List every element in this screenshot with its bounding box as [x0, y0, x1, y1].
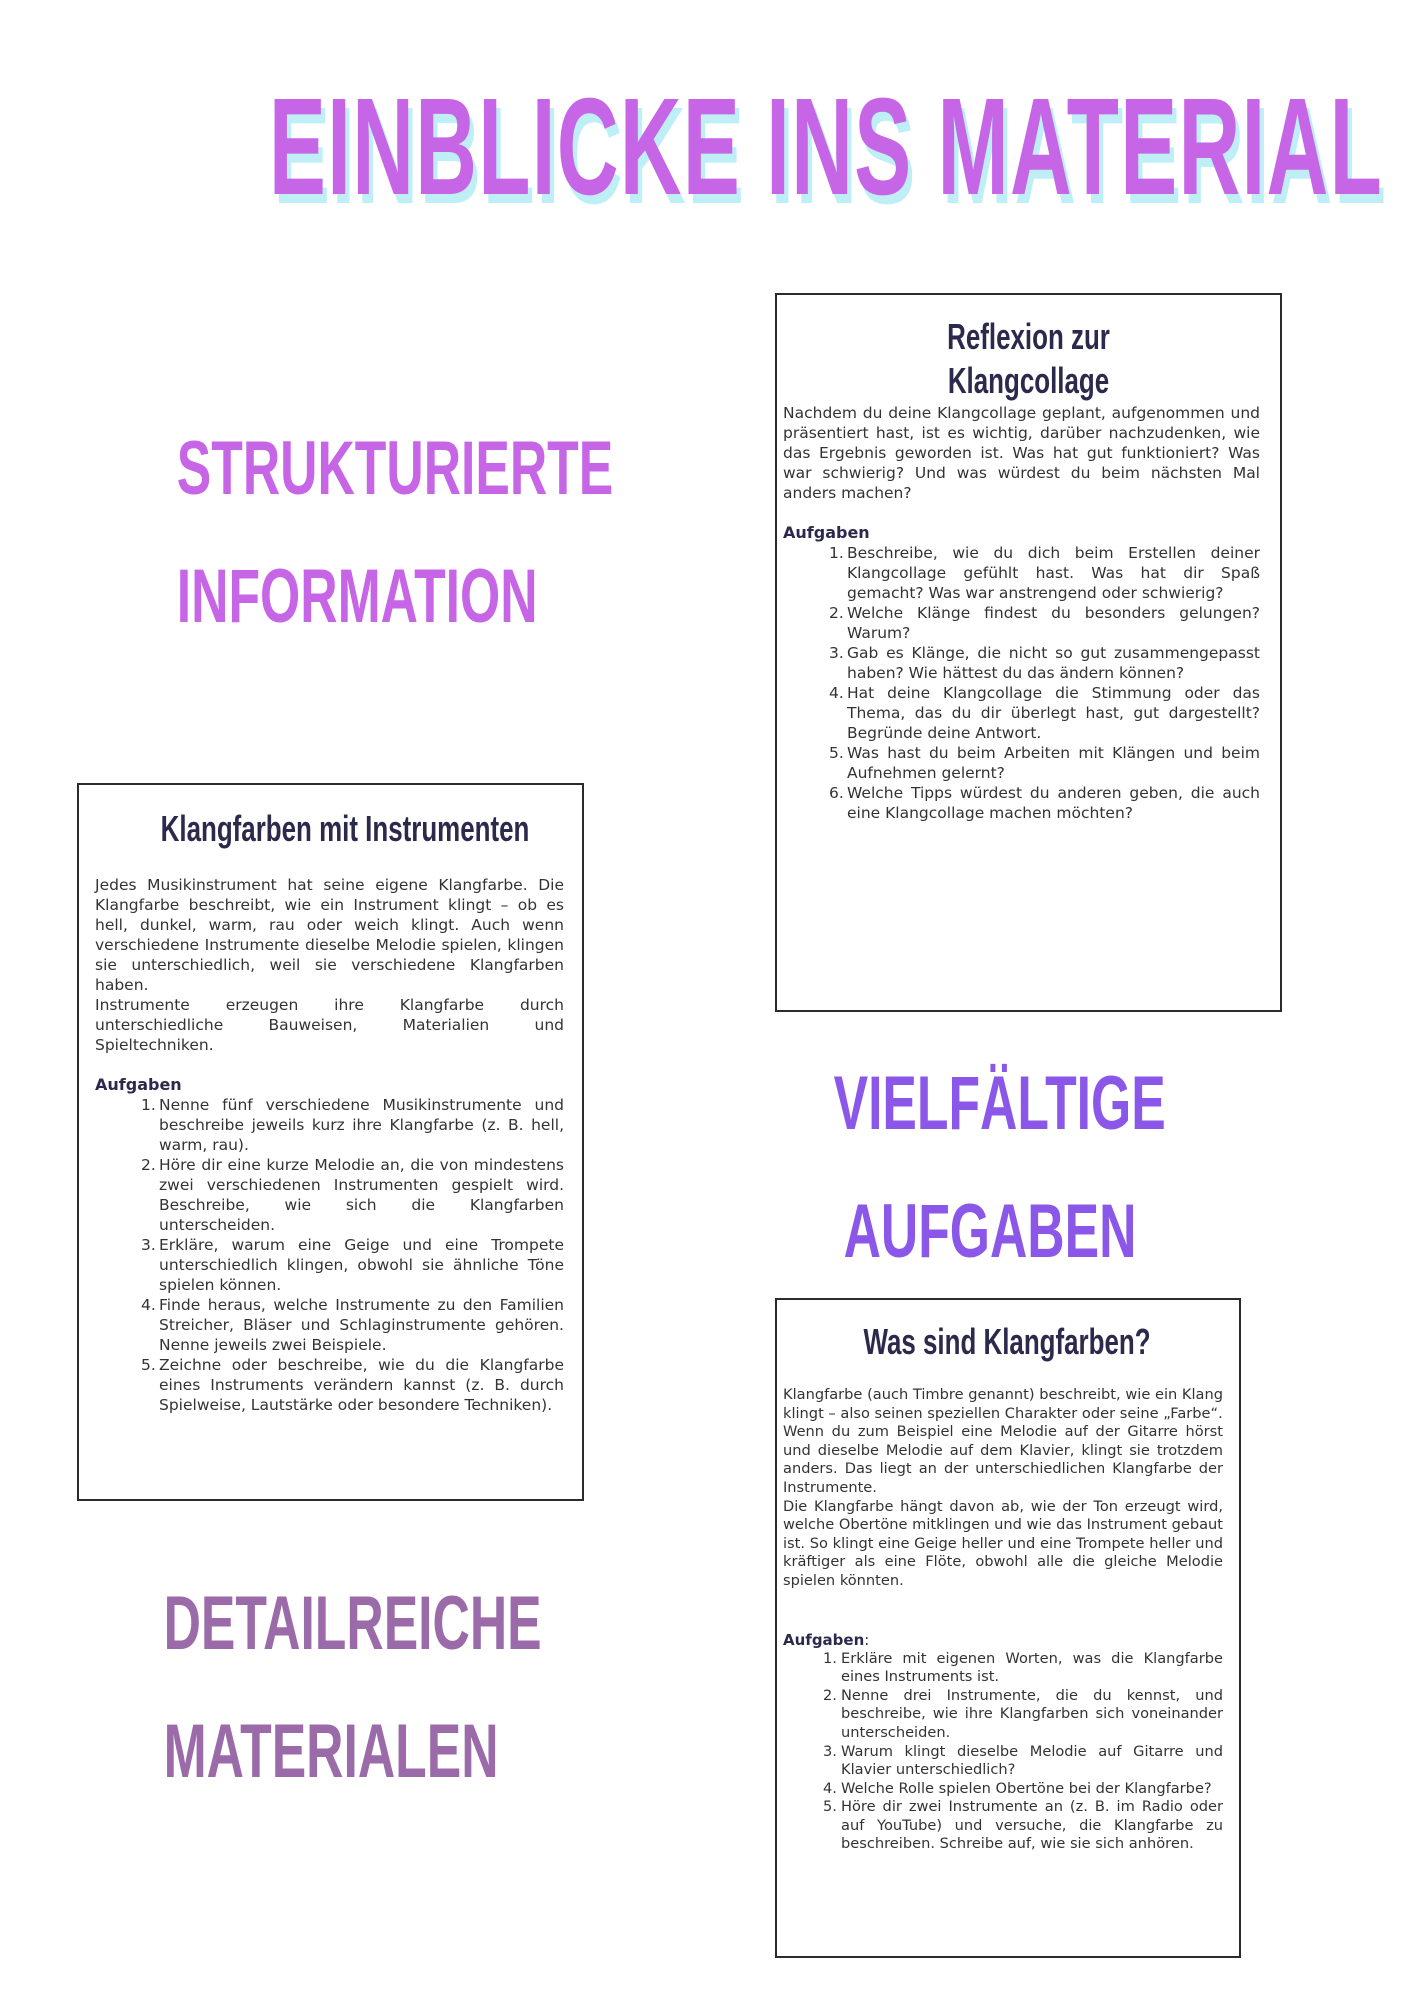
- task-item: [829, 783, 1260, 823]
- tasks-label: Aufgaben: [783, 523, 870, 542]
- task-item: [823, 1779, 1223, 1799]
- task-text: Nenne fünf verschiedene Musikinstrumente und beschreibe jeweils kurz ihre Klangfarbe (z. B. hell, warm, rau).: [159, 1096, 564, 1154]
- task-item: [829, 743, 1260, 783]
- card-title: Was sind Klangfarben?: [863, 1321, 1151, 1362]
- heading-line: MATERIALEN: [163, 1709, 499, 1794]
- card-instrumente: [77, 783, 584, 1501]
- task-number: 2.: [823, 1686, 837, 1704]
- heading-line: INFORMATION: [176, 554, 538, 639]
- task-item: [829, 683, 1260, 743]
- task-item: [829, 643, 1260, 683]
- task-item: [823, 1742, 1223, 1780]
- intro-paragraph: Instrumente erzeugen ihre Klangfarbe durch unterschiedliche Bauweisen, Materialien und Spieltechniken.: [95, 996, 564, 1054]
- task-text: Zeichne oder beschreibe, wie du die Klangfarbe eines Instruments verändern kannst (z. B. durch Spielweise, Lautstärke oder besondere Techniken).: [159, 1356, 564, 1414]
- task-text: Welche Rolle spielen Obertöne bei der Klangfarbe?: [841, 1779, 1212, 1797]
- heading-structured-information: [176, 405, 614, 661]
- page-title: EINBLICKE INS MATERIAL: [268, 70, 1384, 224]
- intro-paragraph: Nachdem du deine Klangcollage geplant, aufgenommen und präsentiert hast, ist es wichtig, darüber nachzudenken, wie das Ergebnis geworden ist. Was hat gut funktioniert? Was war schwierig? Und was würdest du beim nächsten Mal anders machen?: [783, 404, 1260, 502]
- task-text: Gab es Klänge, die nicht so gut zusammengepasst haben? Wie hättest du das ändern können?: [847, 644, 1260, 682]
- intro-paragraph: Die Klangfarbe hängt davon ab, wie der Ton erzeugt wird, welche Obertöne mitklingen und wie das Instrument gebaut ist. So klingt eine Geige heller und eine Trompete heller und kräftiger als eine Flöte, obwohl alle die gleiche Melodie spielen könnten.: [783, 1497, 1223, 1589]
- task-item: [823, 1686, 1223, 1743]
- card-title: [862, 315, 1195, 403]
- tasks-label-text: Aufgaben: [783, 1630, 865, 1649]
- task-text: Finde heraus, welche Instrumente zu den Familien Streicher, Bläser und Schlaginstrumente gehören. Nenne jeweils zwei Beispiele.: [159, 1296, 564, 1354]
- task-list: [829, 543, 1260, 823]
- heading-line: VIELFÄLTIGE: [833, 1061, 1166, 1146]
- card-title-line: Reflexion zur: [947, 316, 1110, 357]
- task-text: Welche Klänge findest du besonders gelungen? Warum?: [847, 604, 1260, 642]
- task-number: 2.: [141, 1156, 156, 1174]
- heading-detailed-materials: [163, 1560, 542, 1816]
- card-intro: [95, 875, 564, 1055]
- task-item: [141, 1295, 564, 1355]
- card-title: Klangfarben mit Instrumenten: [160, 808, 530, 849]
- task-number: 4.: [829, 684, 844, 702]
- task-number: 5.: [141, 1356, 156, 1374]
- heading-line: AUFGABEN: [843, 1189, 1137, 1274]
- tasks-label-colon: :: [864, 1630, 870, 1649]
- task-item: [829, 543, 1260, 603]
- task-number: 2.: [829, 604, 844, 622]
- task-number: 1.: [141, 1096, 156, 1114]
- task-item: [823, 1649, 1223, 1687]
- task-number: 5.: [829, 744, 844, 762]
- task-text: Welche Tipps würdest du anderen geben, die auch eine Klangcollage machen möchten?: [847, 784, 1260, 822]
- task-number: 1.: [823, 1649, 837, 1667]
- task-item: [823, 1798, 1223, 1854]
- task-text: Beschreibe, wie du dich beim Erstellen deiner Klangcollage gefühlt hast. Was hat dir Spaß gemacht? Was war anstrengend oder schwierig?: [847, 544, 1260, 602]
- task-text: Nenne drei Instrumente, die du kennst, und beschreibe, wie ihre Klangfarben sich voneinander unterscheiden.: [841, 1686, 1223, 1741]
- card-intro: [783, 403, 1260, 503]
- intro-paragraph: Klangfarbe (auch Timbre genannt) beschreibt, wie ein Klang klingt – also seinen speziellen Charakter oder seine „Farbe“.: [783, 1386, 1223, 1422]
- heading-line: DETAILREICHE: [163, 1581, 542, 1666]
- heading-varied-tasks: [833, 1040, 1166, 1296]
- tasks-label: [783, 1631, 1223, 1650]
- tasks-label: Aufgaben: [95, 1075, 182, 1094]
- task-text: Höre dir eine kurze Melodie an, die von mindestens zwei verschiedenen Instrumenten gespielt wird. Beschreibe, wie sich die Klangfarben unterscheiden.: [159, 1156, 564, 1234]
- task-item: [141, 1095, 564, 1155]
- task-number: 5.: [823, 1798, 837, 1816]
- intro-paragraph: Wenn du zum Beispiel eine Melodie auf der Gitarre hörst und dieselbe Melodie auf dem Klavier, klingt sie trotzdem anders. Das liegt an der unterschiedlichen Klangfarbe der Instrumente.: [783, 1423, 1223, 1496]
- task-list: [141, 1095, 564, 1415]
- task-text: Was hast du beim Arbeiten mit Klängen und beim Aufnehmen gelernt?: [847, 744, 1260, 782]
- task-text: Höre dir zwei Instrumente an (z. B. im Radio oder auf YouTube) und versuche, die Klangfarbe zu beschreiben. Schreibe auf, wie sie sich anhören.: [841, 1798, 1223, 1853]
- task-number: 6.: [829, 784, 844, 802]
- task-number: 4.: [823, 1779, 837, 1797]
- heading-line: STRUKTURIERTE: [176, 426, 614, 511]
- task-text: Erkläre, warum eine Geige und eine Trompete unterschiedlich klingen, obwohl sie ähnliche Töne spielen können.: [159, 1236, 564, 1294]
- card-klangfarben: [775, 1298, 1241, 1958]
- task-list: [823, 1649, 1223, 1855]
- task-text: Hat deine Klangcollage die Stimmung oder das Thema, das du dir überlegt hast, gut dargestellt? Begründe deine Antwort.: [847, 684, 1260, 742]
- task-number: 1.: [829, 544, 844, 562]
- task-text: Erkläre mit eigenen Worten, was die Klangfarbe eines Instruments ist.: [841, 1649, 1223, 1686]
- card-intro: [783, 1386, 1223, 1591]
- task-item: [829, 603, 1260, 643]
- task-number: 3.: [823, 1742, 837, 1760]
- intro-paragraph: Jedes Musikinstrument hat seine eigene Klangfarbe. Die Klangfarbe beschreibt, wie ein Instrument klingt – ob es hell, dunkel, warm, rau oder weich klingt. Auch wenn verschiedene Instrumente dieselbe Melodie spielen, klingen sie unterschiedlich, weil sie verschiedene Klangfarben haben.: [95, 876, 564, 994]
- task-item: [141, 1155, 564, 1235]
- card-reflexion: [775, 293, 1282, 1012]
- card-title-line: Klangcollage: [947, 360, 1110, 401]
- task-number: 3.: [829, 644, 844, 662]
- task-number: 3.: [141, 1236, 156, 1254]
- task-item: [141, 1355, 564, 1415]
- task-item: [141, 1235, 564, 1295]
- task-number: 4.: [141, 1296, 156, 1314]
- task-text: Warum klingt dieselbe Melodie auf Gitarre und Klavier unterschiedlich?: [841, 1742, 1223, 1779]
